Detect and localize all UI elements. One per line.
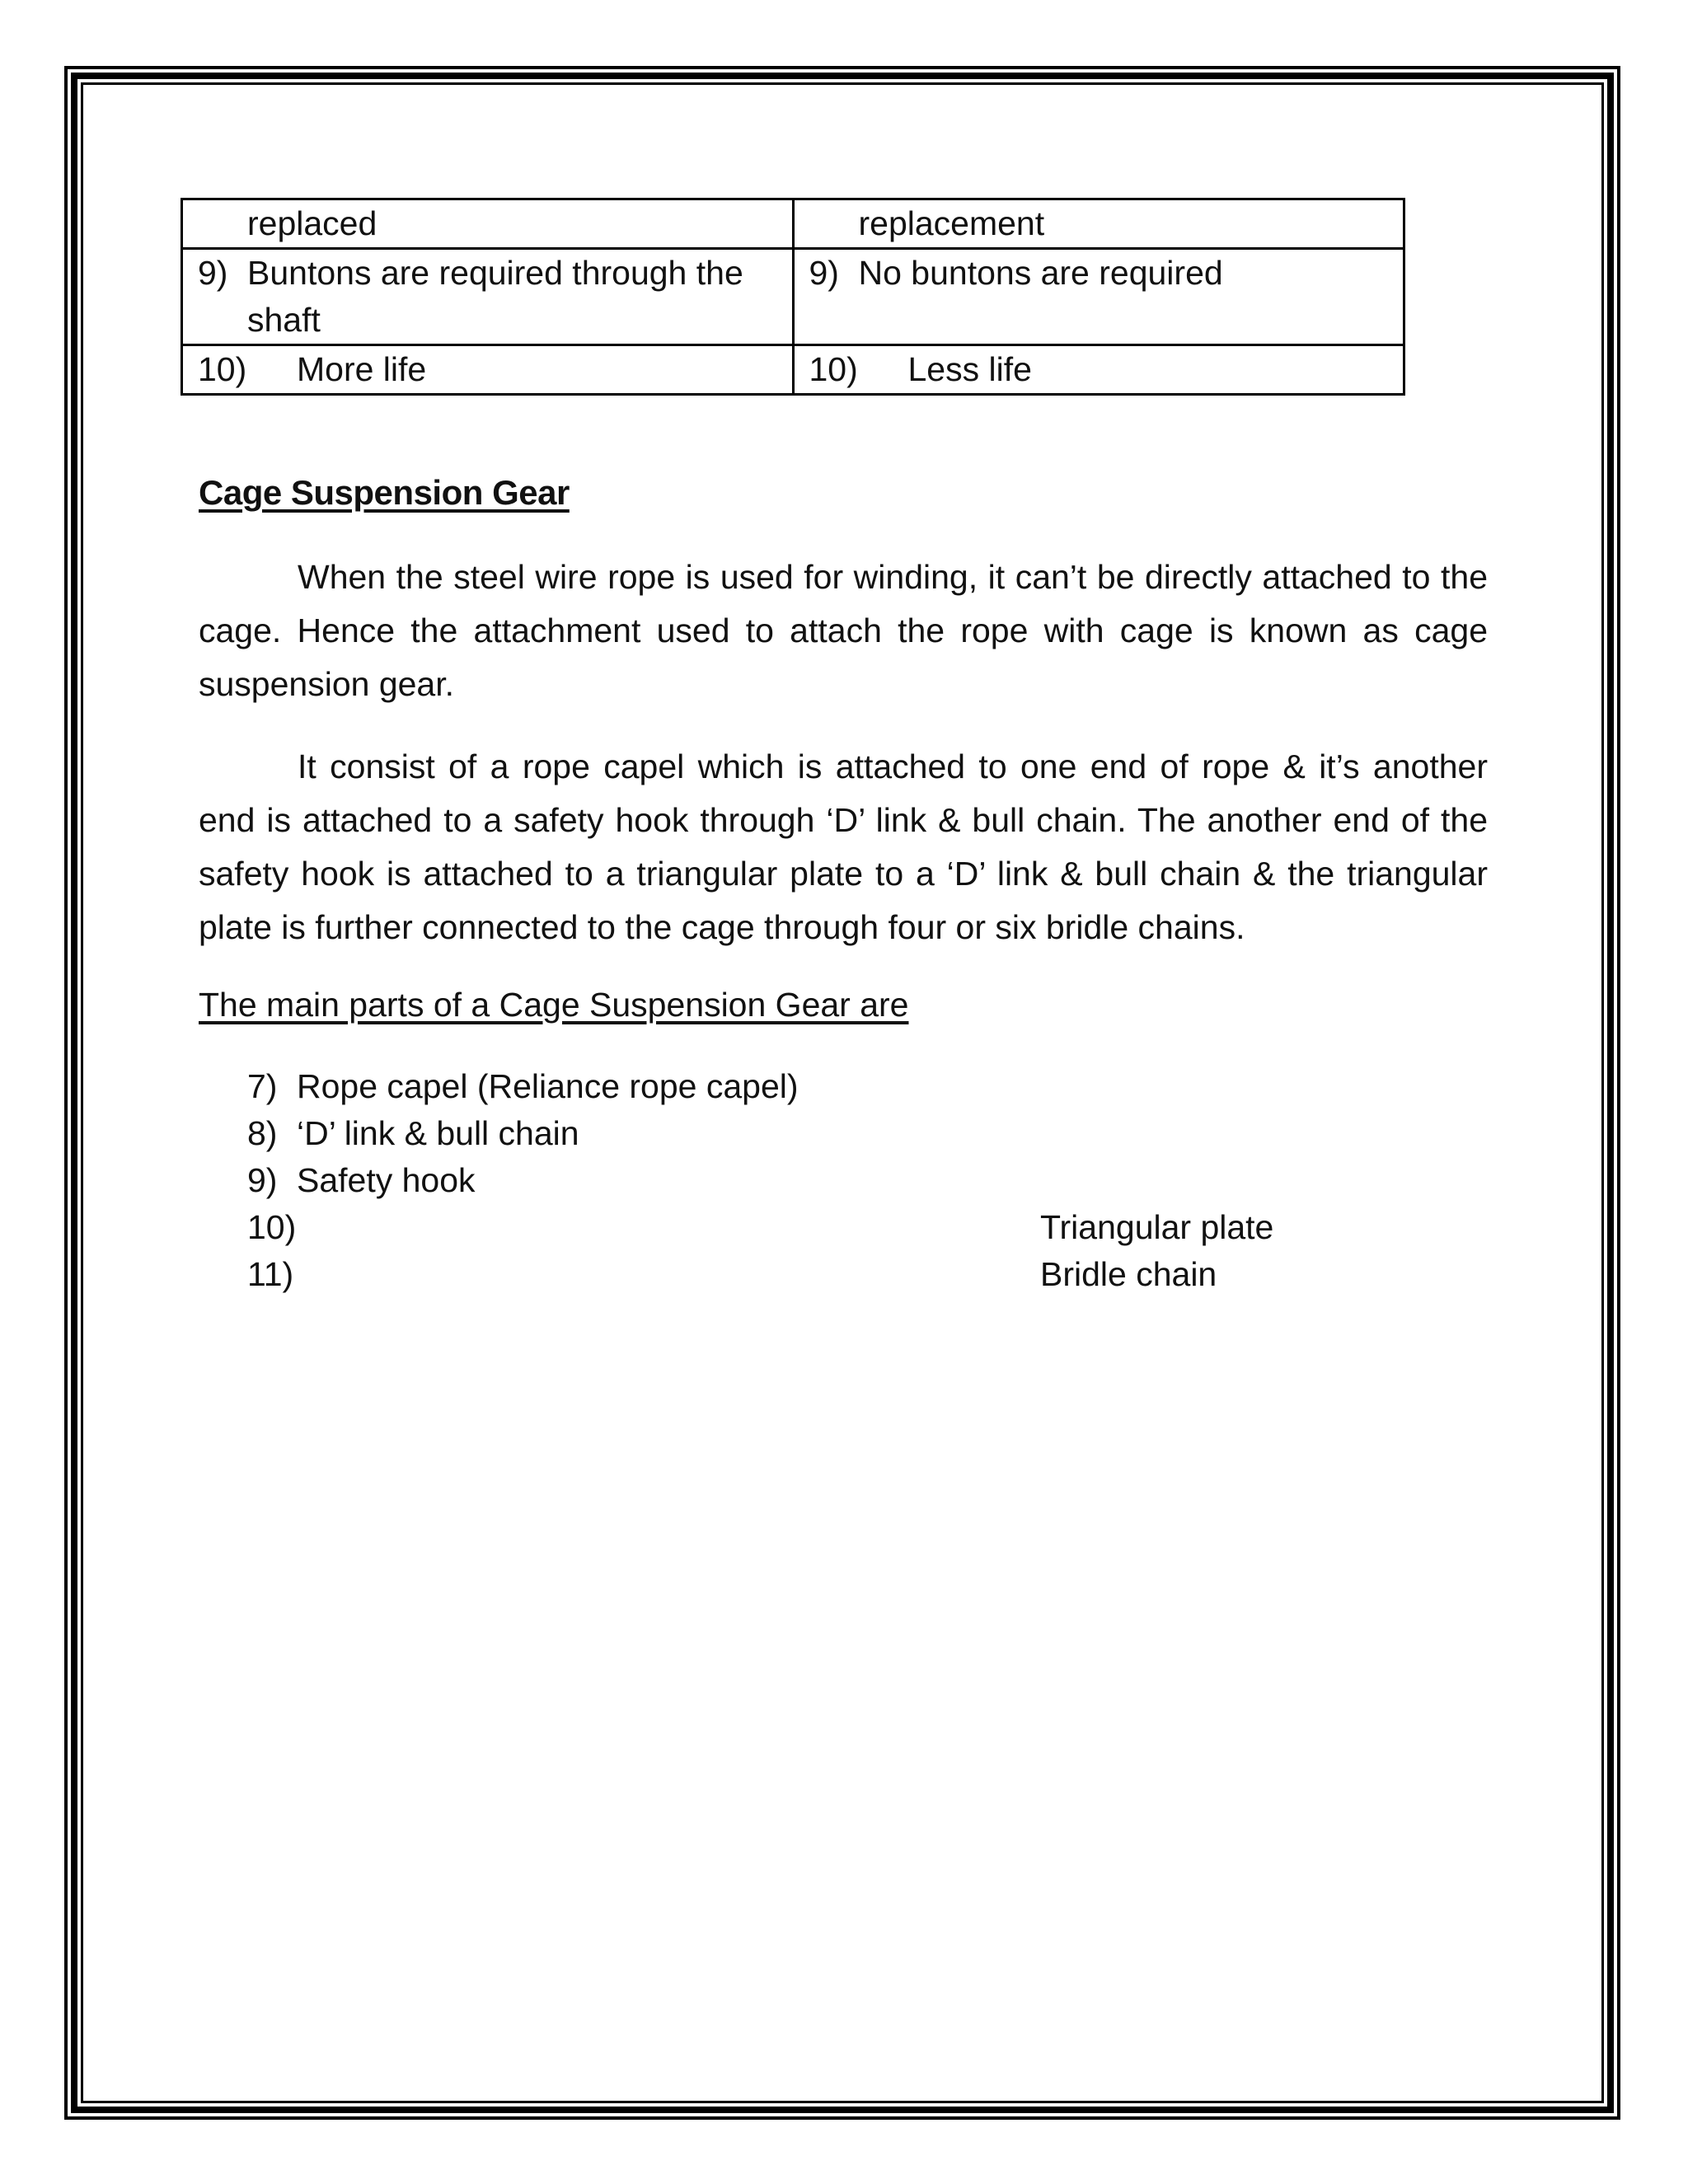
item-number: 9)	[198, 254, 228, 292]
table-cell-left	[182, 345, 794, 395]
list-item	[247, 1063, 1401, 1110]
list-item	[247, 1110, 1401, 1157]
cell-text: More life	[297, 350, 427, 388]
item-number: 10)	[247, 1208, 297, 1246]
table-row	[182, 345, 1404, 395]
parts-heading: The main parts of a Cage Suspension Gear are	[199, 986, 909, 1024]
cell-text: Buntons are required through the	[247, 254, 743, 292]
item-number: 9)	[809, 254, 839, 292]
list-item	[247, 1204, 1401, 1251]
item-number: 10)	[198, 350, 247, 388]
table-cell-right	[793, 199, 1404, 249]
item-label: ‘D’ link & bull chain	[297, 1114, 579, 1152]
cell-line	[198, 346, 785, 393]
cell-line	[198, 297, 785, 344]
paragraph: It consist of a rope capel which is attached to one end of rope & it’s another end is attached to a safety hook through ‘D’ link & bull chain. The another end of the safety hook is attached to a triangular plate to a ‘D’ link & bull chain & the triangular plate is further connected to the cage through four or six bridle chains.	[199, 748, 1488, 946]
item-label: Bridle chain	[1040, 1255, 1217, 1293]
table-cell-left	[182, 199, 794, 249]
cell-line	[809, 297, 1397, 344]
cell-text: Less life	[907, 350, 1032, 388]
section-heading: Cage Suspension Gear	[199, 473, 570, 512]
cell-line	[198, 200, 785, 247]
table-row	[182, 199, 1404, 249]
cell-line	[198, 250, 785, 297]
item-label: Triangular plate	[1040, 1208, 1274, 1246]
item-number: 7)	[247, 1067, 278, 1105]
item-number: 8)	[247, 1114, 278, 1152]
list-item	[247, 1251, 1401, 1298]
comparison-table	[181, 198, 1405, 396]
cell-line	[809, 250, 1397, 297]
item-number: 9)	[247, 1161, 278, 1199]
cell-text: No buntons are required	[858, 254, 1223, 292]
cell-text: replacement	[858, 204, 1045, 242]
parts-list	[247, 1063, 1401, 1298]
table-cell-right	[793, 345, 1404, 395]
table-row	[182, 249, 1404, 345]
item-label: Rope capel (Reliance rope capel)	[297, 1067, 799, 1105]
list-item	[247, 1157, 1401, 1204]
paragraph: When the steel wire rope is used for winding, it can’t be directly attached to the cage. Hence the attachment used to attach the rope with cage is known as cage suspension gear.	[199, 558, 1488, 703]
cell-text: replaced	[247, 204, 377, 242]
item-number: 10)	[809, 350, 858, 388]
cell-text: shaft	[247, 301, 321, 339]
table-cell-left	[182, 249, 794, 345]
table-cell-right	[793, 249, 1404, 345]
cell-line	[809, 200, 1397, 247]
item-label: Safety hook	[297, 1161, 476, 1199]
item-number: 11)	[247, 1255, 294, 1293]
cell-line	[809, 346, 1397, 393]
